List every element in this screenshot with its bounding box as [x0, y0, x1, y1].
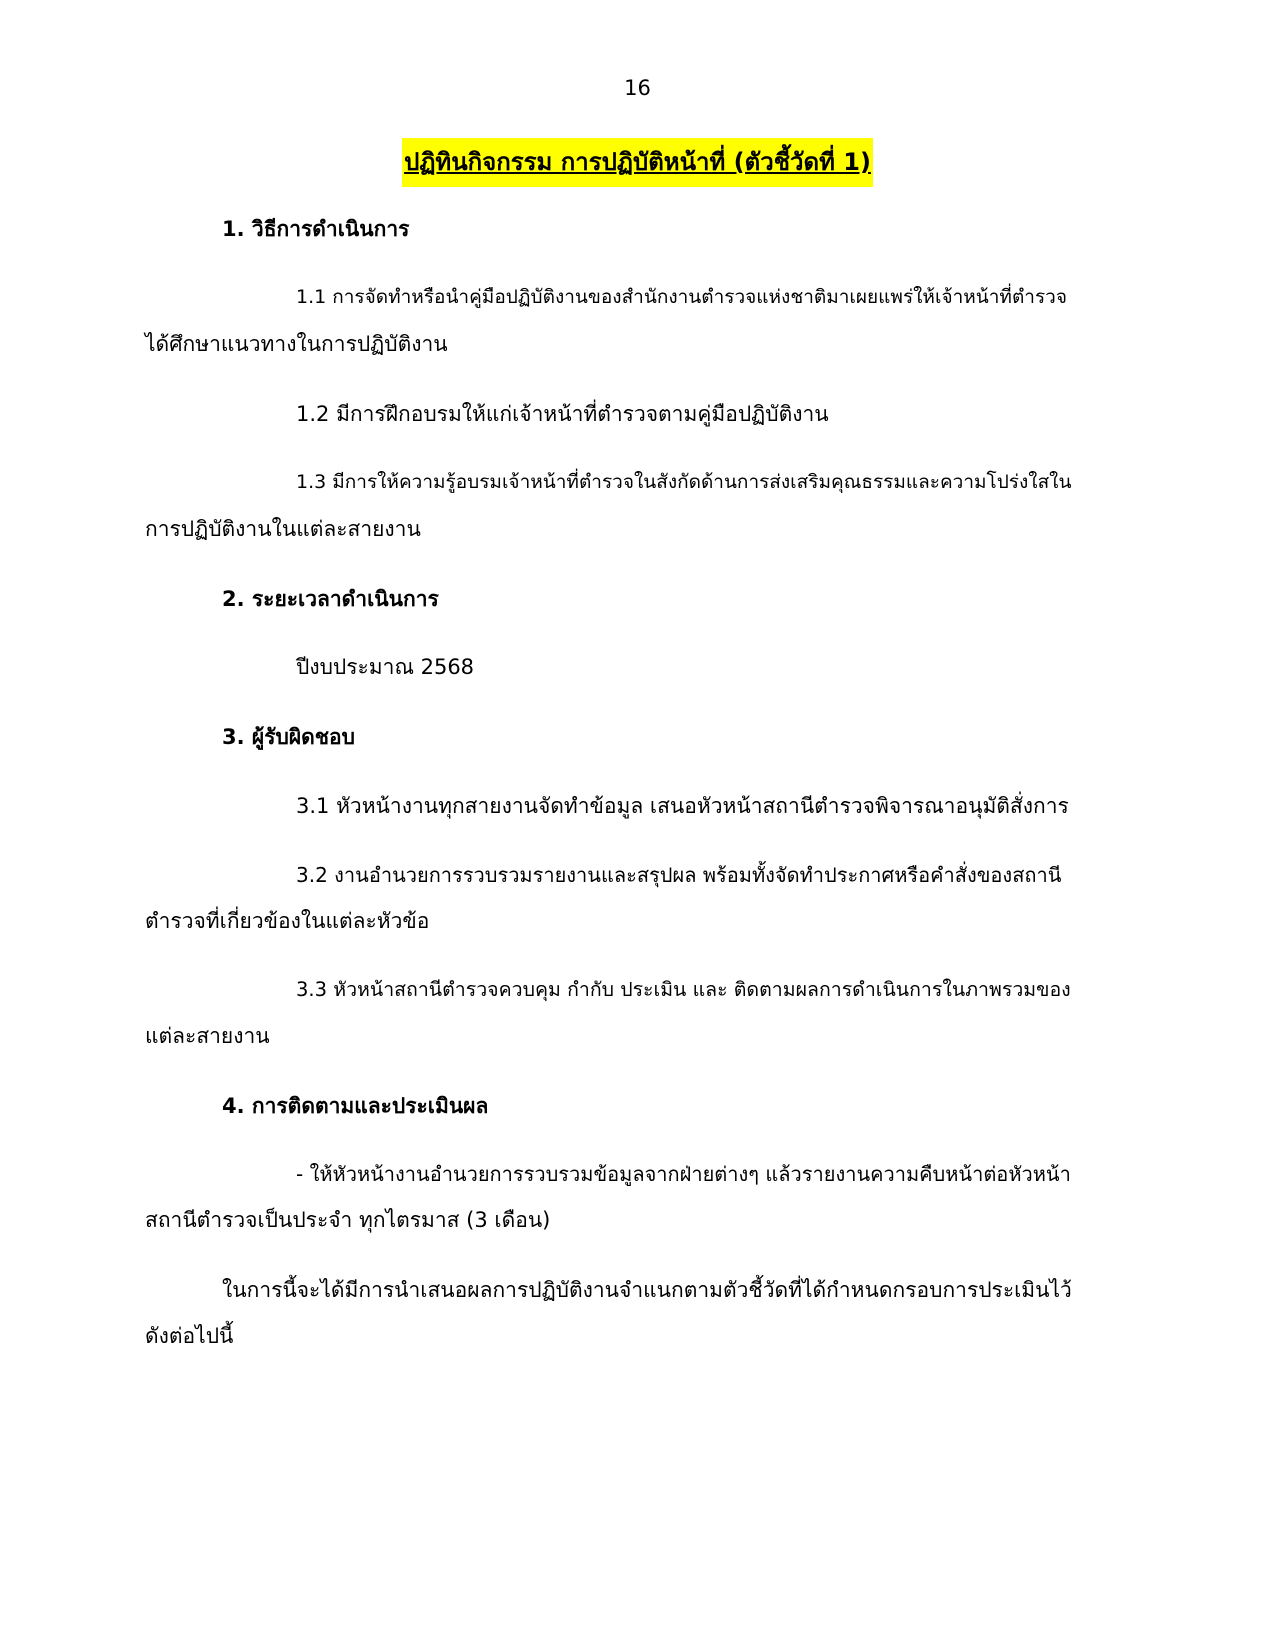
item-1-1-line1: 1.1 การจัดทำหรือนำคู่มือปฏิบัติงานของสำนักงานตำรวจแห่งชาติมาเผยแพร่ให้เจ้าหน้าที่ตำรวจ [296, 286, 1067, 308]
item-1-3-line2: การปฏิบัติงานในแต่ละสายงาน [145, 517, 421, 541]
section-1-heading: 1. วิธีการดำเนินการ [222, 217, 410, 241]
item-3-3-line2: แต่ละสายงาน [145, 1024, 270, 1048]
item-2-line1: ปีงบประมาณ 2568 [296, 655, 475, 679]
title-container [0, 138, 1275, 187]
closing-line2: ดังต่อไปนี้ [145, 1324, 234, 1348]
item-3-1-line1: 3.1 หัวหน้างานทุกสายงานจัดทำข้อมูล เสนอหัวหน้าสถานีตำรวจพิจารณาอนุมัติสั่งการ [296, 794, 1069, 818]
section-2-heading: 2. ระยะเวลาดำเนินการ [222, 587, 439, 611]
item-3-3-line1: 3.3 หัวหน้าสถานีตำรวจควบคุม กำกับ ประเมิน และ ติดตามผลการดำเนินการในภาพรวมของ [296, 978, 1071, 1001]
item-3-2-line2: ตำรวจที่เกี่ยวข้องในแต่ละหัวข้อ [145, 909, 430, 933]
item-4-line1: - ให้หัวหน้างานอำนวยการรวบรวมข้อมูลจากฝ่ายต่างๆ แล้วรายงานความคืบหน้าต่อหัวหน้า [296, 1162, 1071, 1186]
item-1-2-line1: 1.2 มีการฝึกอบรมให้แก่เจ้าหน้าที่ตำรวจตามคู่มือปฏิบัติงาน [296, 402, 829, 426]
item-4-line2: สถานีตำรวจเป็นประจำ ทุกไตรมาส (3 เดือน) [145, 1208, 551, 1232]
section-4-heading: 4. การติดตามและประเมินผล [222, 1094, 489, 1118]
item-1-3-line1: 1.3 มีการให้ความรู้อบรมเจ้าหน้าที่ตำรวจในสังกัดด้านการส่งเสริมคุณธรรมและความโปร่งใสใน [296, 471, 1072, 493]
closing-line1: ในการนี้จะได้มีการนำเสนอผลการปฏิบัติงานจำแนกตามตัวชี้วัดที่ได้กำหนดกรอบการประเมินไว้ [222, 1278, 1072, 1302]
item-1-1-line2: ได้ศึกษาแนวทางในการปฏิบัติงาน [145, 332, 448, 356]
item-3-2-line1: 3.2 งานอำนวยการรวบรวมรายงานและสรุปผล พร้อมทั้งจัดทำประกาศหรือคำสั่งของสถานี [296, 863, 1062, 887]
section-3-heading: 3. ผู้รับผิดชอบ [222, 725, 355, 749]
page-number: 16 [624, 76, 651, 100]
page-title: ปฏิทินกิจกรรม การปฏิบัติหน้าที่ (ตัวชี้วัดที่ 1) [402, 138, 873, 187]
